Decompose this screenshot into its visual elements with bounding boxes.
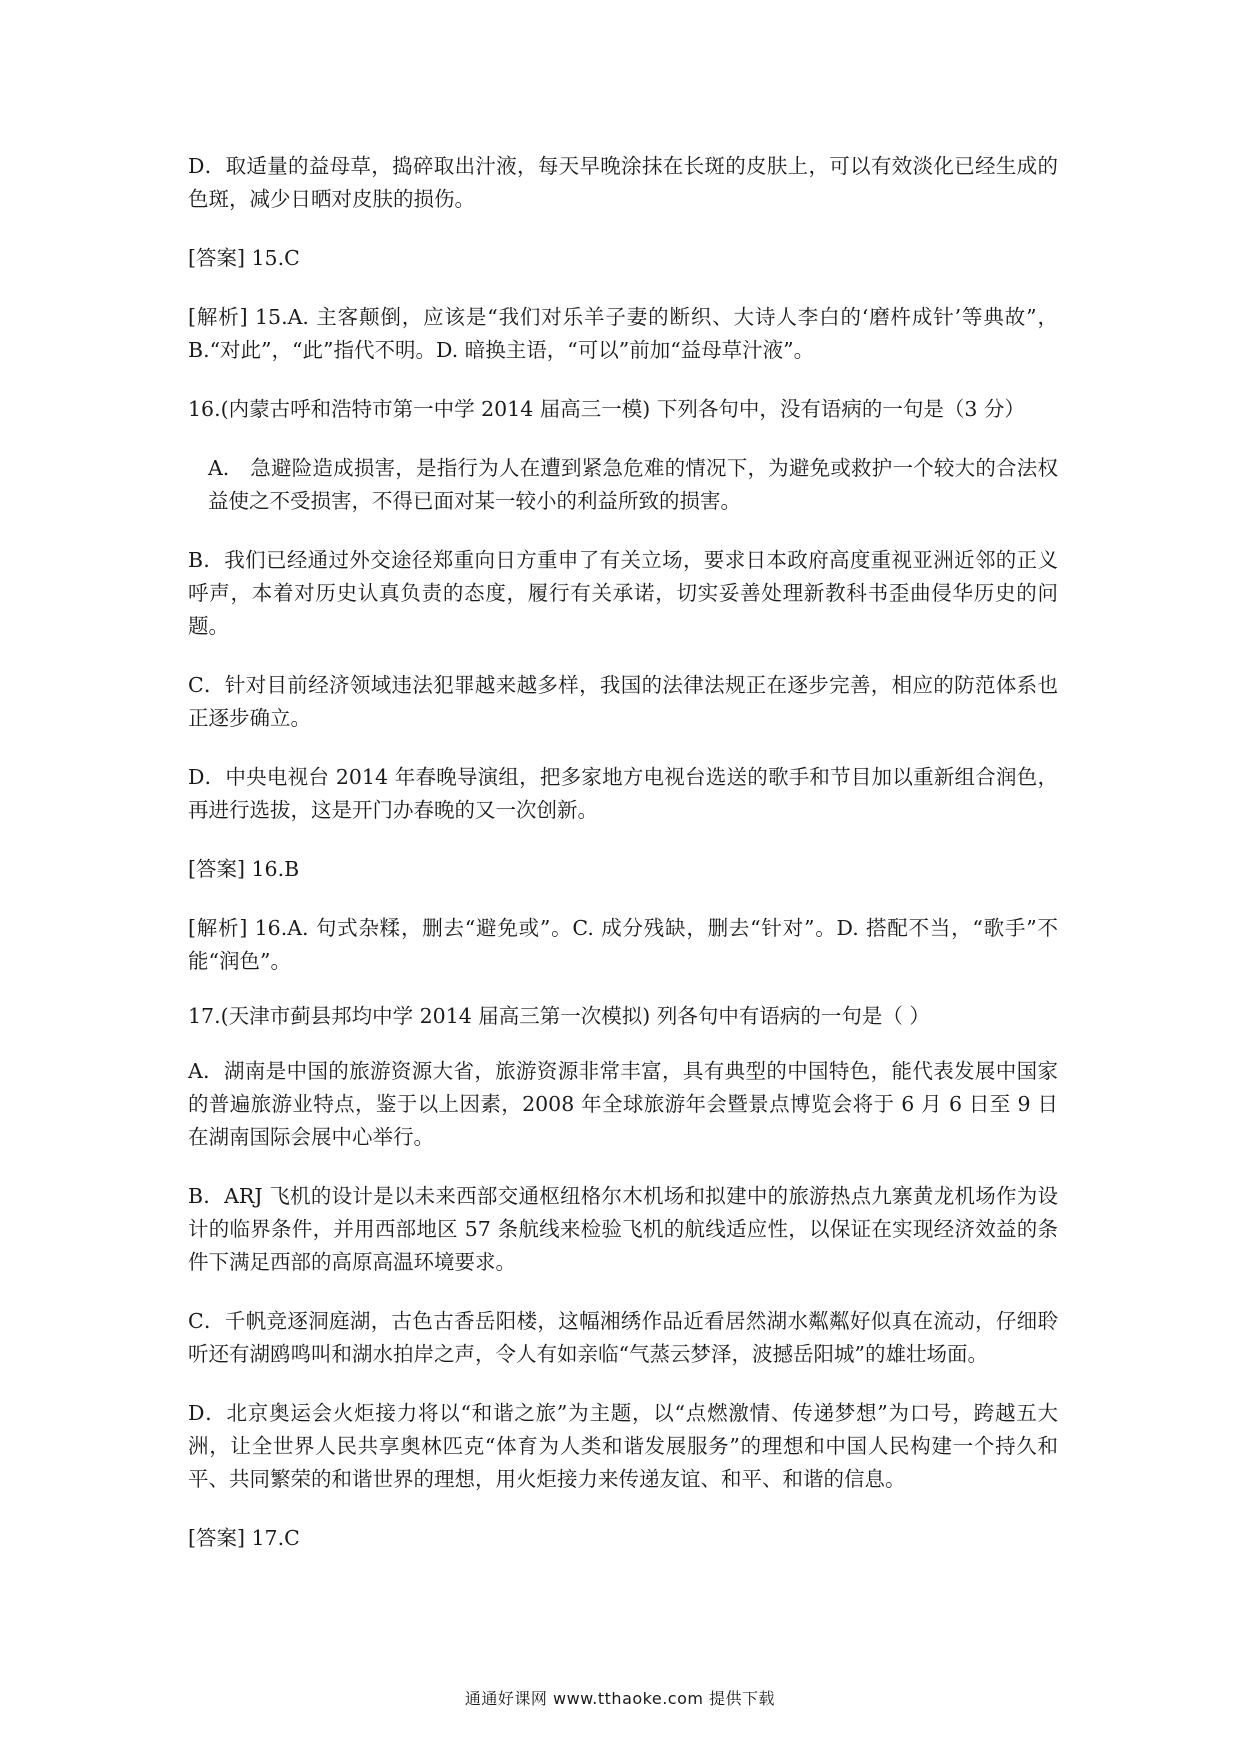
q16-option-b: B．我们已经通过外交途径郑重向日方重申了有关立场，要求日本政府高度重视亚洲近邻的正义呼声，本着对历史认真负责的态度，履行有关承诺，切实妥善处理新教科书歪曲侵华历史的问题。: [188, 548, 1058, 638]
page-footer: 通通好课网 www.tthaoke.com 提供下载: [464, 1689, 776, 1708]
q16-question: 16.(内蒙古呼和浩特市第一中学 2014 届高三一模) 下列各句中，没有语病的一句是（3 分）: [188, 397, 1025, 421]
page-content: [188, 150, 1058, 1555]
q17-option-a: A．湖南是中国的旅游资源大省，旅游资源非常丰富，具有典型的中国特色，能代表发展中国家的普遍旅游业特点，鉴于以上因素，2008 年全球旅游年会暨景点博览会将于 6 月 6 日至 9 日在湖南国际会展中心举行。: [188, 1059, 1058, 1149]
q16-answer: [答案] 16.B: [188, 857, 300, 881]
q15-option-d: D．取适量的益母草，捣碎取出汁液，每天早晚涂抹在长斑的皮肤上，可以有效淡化已经生成的色斑，减少日晒对皮肤的损伤。: [188, 154, 1058, 211]
q17-answer: [答案] 17.C: [188, 1526, 300, 1550]
q16-option-d: D．中央电视台 2014 年春晚导演组，把多家地方电视台选送的歌手和节目加以重新组合润色，再进行选拔，这是开门办春晚的又一次创新。: [188, 765, 1058, 822]
q15-explanation: [解析] 15.A. 主客颠倒，应该是“我们对乐羊子妻的断织、大诗人李白的‘磨杵成针’等典故”，B.“对此”，“此”指代不明。D. 暗换主语，“可以”前加“益母草汁液”。: [188, 305, 1058, 362]
q15-answer: [答案] 15.C: [188, 246, 300, 270]
q17-option-d: D．北京奥运会火炬接力将以“和谐之旅”为主题，以“点燃激情、传递梦想”为口号，跨越五大洲，让全世界人民共享奥林匹克“体育为人类和谐发展服务”的理想和中国人民构建一个持久和平、共同繁荣的和谐世界的理想，用火炬接力来传递友谊、和平、和谐的信息。: [188, 1401, 1058, 1491]
q17-question: 17.(天津市蓟县邦均中学 2014 届高三第一次模拟) 列各句中有语病的一句是（ ）: [188, 1004, 930, 1028]
q16-option-c: C．针对目前经济领域违法犯罪越来越多样，我国的法律法规正在逐步完善，相应的防范体系也正逐步确立。: [188, 673, 1058, 730]
q16-explanation: [解析] 16.A. 句式杂糅，删去“避免或”。C. 成分残缺，删去“针对”。D. 搭配不当，“歌手”不能“润色”。: [188, 916, 1058, 973]
q16-option-a: A. 急避险造成损害，是指行为人在遭到紧急危难的情况下，为避免或救护一个较大的合法权益使之不受损害，不得已面对某一较小的利益所致的损害。: [208, 456, 1058, 513]
q17-option-c: C．千帆竞逐洞庭湖，古色古香岳阳楼，这幅湘绣作品近看居然湖水粼粼好似真在流动，仔细聆听还有湖鸥鸣叫和湖水拍岸之声，令人有如亲临“气蒸云梦泽，波撼岳阳城”的雄壮场面。: [188, 1309, 1058, 1366]
q17-option-b: B．ARJ 飞机的设计是以未来西部交通枢纽格尔木机场和拟建中的旅游热点九寨黄龙机场作为设计的临界条件，并用西部地区 57 条航线来检验飞机的航线适应性，以保证在实现经济效益的条件下满足西部的高原高温环境要求。: [188, 1184, 1058, 1274]
